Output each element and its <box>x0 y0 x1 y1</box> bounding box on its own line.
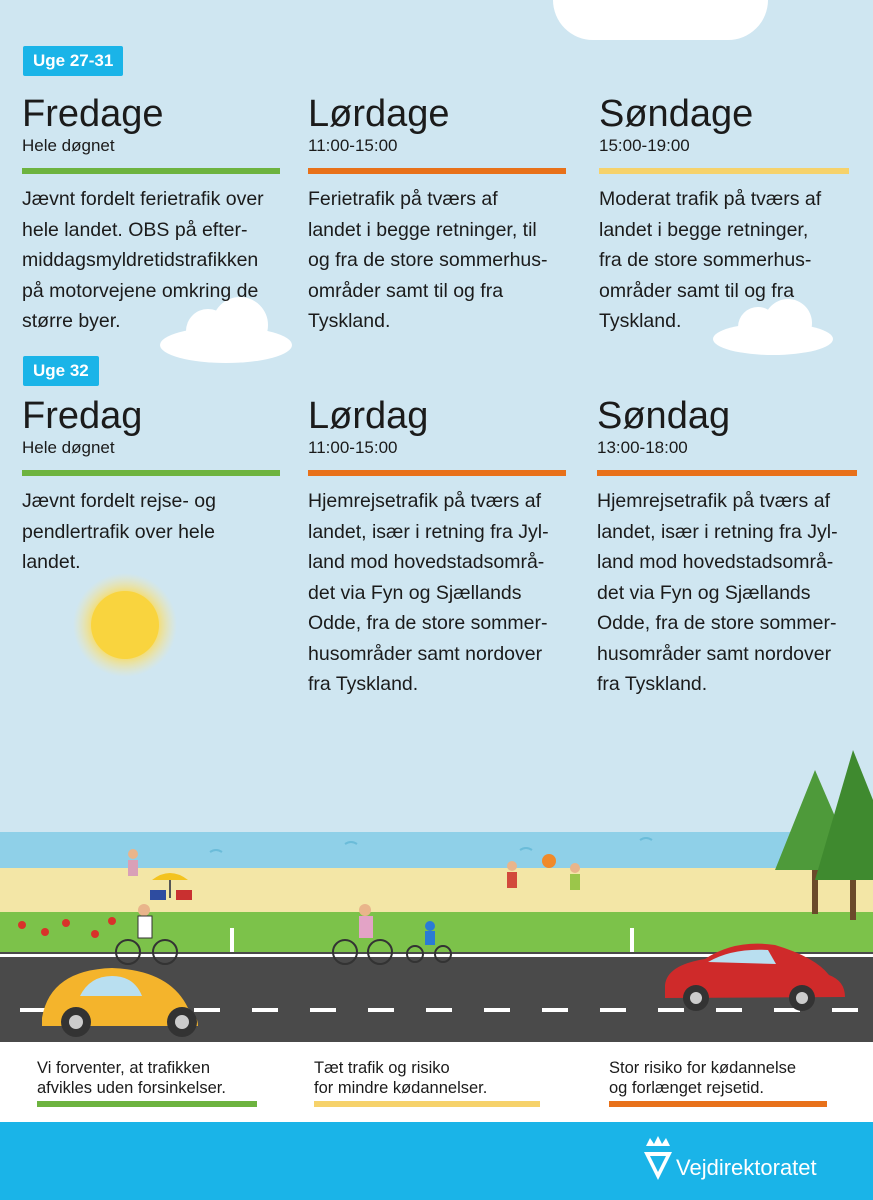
day-title: Søndage <box>599 93 754 135</box>
legend <box>0 1042 873 1122</box>
day-title: Søndag <box>597 395 731 437</box>
day-title: Lørdage <box>308 93 450 135</box>
legend-item-orange <box>609 1058 827 1107</box>
day-card-sunday <box>597 396 857 700</box>
day-desc: Ferietrafik på tværs af landet i begge retninger, til og fra de store sommerhus- områder samt til og fra Tyskland. <box>308 188 548 332</box>
day-title: Fredag <box>22 395 143 437</box>
summer-road-illustration <box>0 740 873 1042</box>
level-bar-yellow <box>599 168 849 174</box>
legend-text: Vi forventer, at trafikken <box>37 1059 211 1077</box>
legend-text: Tæt trafik og risiko <box>314 1059 450 1077</box>
week-badge-2: Uge 32 <box>23 356 99 386</box>
day-time: 11:00-15:00 <box>308 438 398 457</box>
day-card-saturday <box>308 396 566 700</box>
legend-text: Stor risiko for kødannelse <box>609 1059 797 1077</box>
day-time: Hele døgnet <box>22 438 115 457</box>
level-bar-green <box>37 1101 257 1107</box>
legend-item-green <box>37 1058 257 1107</box>
day-time: 15:00-19:00 <box>599 136 690 155</box>
day-time: 13:00-18:00 <box>597 438 688 457</box>
legend-text: for mindre kødannelser. <box>314 1079 488 1097</box>
day-desc: Jævnt fordelt rejse- og pendlertrafik over hele landet. <box>22 490 217 573</box>
day-card-sunday <box>599 94 849 337</box>
cloud-top <box>553 0 768 40</box>
day-desc: Hjemrejsetrafik på tværs af landet, især i retning fra Jyl- land mod hovedstadsområ- det via Fyn og Sjællands Odde, fra de store sommer- husområder samt nordover fra Tyskland. <box>597 490 838 695</box>
day-desc: Hjemrejsetrafik på tværs af landet, især i retning fra Jyl- land mod hovedstadsområ- det via Fyn og Sjællands Odde, fra de store sommer- husområder samt nordover fra Tyskland. <box>308 490 549 695</box>
sun <box>70 570 180 680</box>
day-title: Fredage <box>22 93 164 135</box>
level-bar-orange <box>308 470 566 476</box>
day-card-saturday <box>308 94 566 337</box>
day-time: 11:00-15:00 <box>308 136 398 155</box>
footer <box>0 1122 873 1200</box>
day-desc: Moderat trafik på tværs af landet i begge retninger, fra de store sommerhus- områder samt til og fra Tyskland. <box>599 188 822 332</box>
day-card-friday <box>22 396 280 578</box>
crown-shield-icon <box>640 1134 676 1184</box>
level-bar-orange <box>597 470 857 476</box>
day-title: Lørdag <box>308 395 429 437</box>
legend-text: og forlænget rejsetid. <box>609 1079 765 1097</box>
day-time: Hele døgnet <box>22 136 115 155</box>
day-card-friday <box>22 94 280 337</box>
week-badge-1: Uge 27-31 <box>23 46 123 76</box>
level-bar-orange <box>609 1101 827 1107</box>
level-bar-green <box>22 470 280 476</box>
level-bar-yellow <box>314 1101 540 1107</box>
day-desc: Jævnt fordelt ferietrafik over hele landet. OBS på efter- middagsmyldretidstrafikken på motorvejene omkring de større byer. <box>22 188 264 332</box>
level-bar-green <box>22 168 280 174</box>
brand-name: Vejdirektoratet <box>676 1155 817 1180</box>
legend-item-yellow <box>314 1058 540 1107</box>
legend-text: afvikles uden forsinkelser. <box>37 1079 226 1097</box>
level-bar-orange <box>308 168 566 174</box>
